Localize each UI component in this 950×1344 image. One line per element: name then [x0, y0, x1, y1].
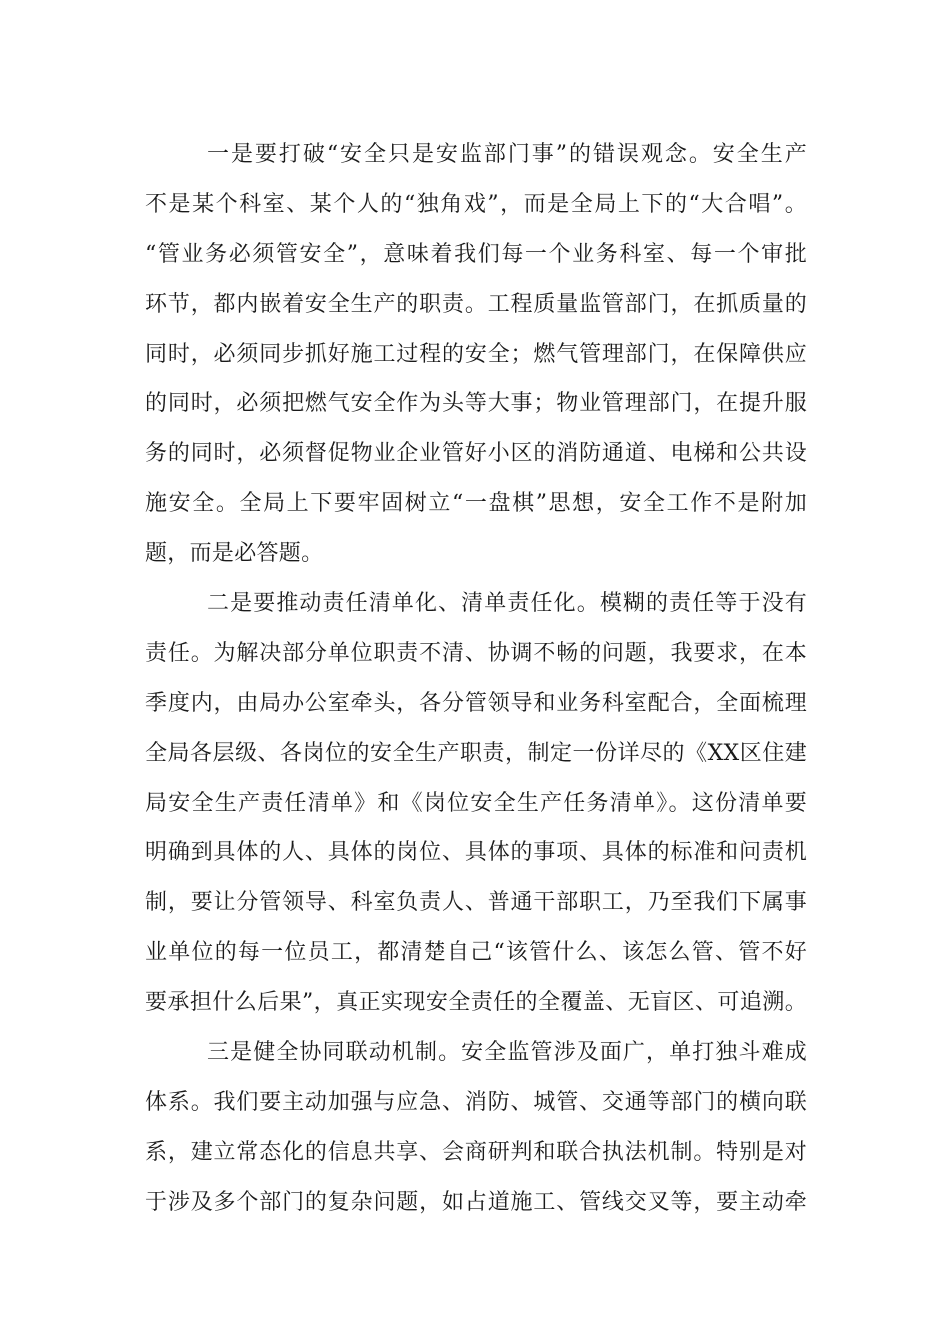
paragraph-first-line: 三是健全协同联动机制。安全监管涉及面广，单打独斗难成	[207, 1040, 807, 1066]
text-line: 不是某个科室、某个人的“独角戏”，而是全局上下的“大合唱”。	[145, 191, 807, 217]
text-line: 系，建立常态化的信息共享、会商研判和联合执法机制。特别是对	[145, 1139, 807, 1165]
document-body	[145, 130, 807, 1228]
text-line: 全局各层级、各岗位的安全生产职责，制定一份详尽的《XX区住建	[145, 740, 807, 766]
paragraph-first-line: 一是要打破“安全只是安监部门事”的错误观念。安全生产	[207, 142, 807, 167]
text-line: 同时，必须同步抓好施工过程的安全；燃气管理部门，在保障供应	[145, 341, 807, 367]
text-line: “管业务必须管安全”，意味着我们每一个业务科室、每一个审批	[145, 241, 807, 267]
text-line: 体系。我们要主动加强与应急、消防、城管、交通等部门的横向联	[145, 1089, 807, 1115]
text-line: 施安全。全局上下要牢固树立“一盘棋”思想，安全工作不是附加	[145, 491, 807, 517]
text-line: 责任。为解决部分单位职责不清、协调不畅的问题，我要求，在本	[145, 640, 807, 666]
text-line: 明确到具体的人、具体的岗位、具体的事项、具体的标准和问责机	[145, 840, 807, 866]
text-line: 题，而是必答题。	[145, 541, 324, 567]
text-line: 季度内，由局办公室牵头，各分管领导和业务科室配合，全面梳理	[145, 690, 807, 716]
text-line: 的同时，必须把燃气安全作为头等大事；物业管理部门，在提升服	[145, 391, 807, 417]
text-line: 务的同时，必须督促物业企业管好小区的消防通道、电梯和公共设	[145, 441, 807, 467]
text-line: 制，要让分管领导、科室负责人、普通干部职工，乃至我们下属事	[145, 890, 807, 916]
text-line: 环节，都内嵌着安全生产的职责。工程质量监管部门，在抓质量的	[145, 291, 807, 317]
text-line: 于涉及多个部门的复杂问题，如占道施工、管线交叉等，要主动牵	[145, 1189, 807, 1215]
paragraph-first-line: 二是要推动责任清单化、清单责任化。模糊的责任等于没有	[207, 591, 807, 617]
text-line: 业单位的每一位员工，都清楚自己“该管什么、该怎么管、管不好	[145, 940, 807, 966]
text-line: 要承担什么后果”，真正实现安全责任的全覆盖、无盲区、可追溯。	[145, 990, 807, 1016]
text-line: 局安全生产责任清单》和《岗位安全生产任务清单》。这份清单要	[145, 790, 807, 816]
